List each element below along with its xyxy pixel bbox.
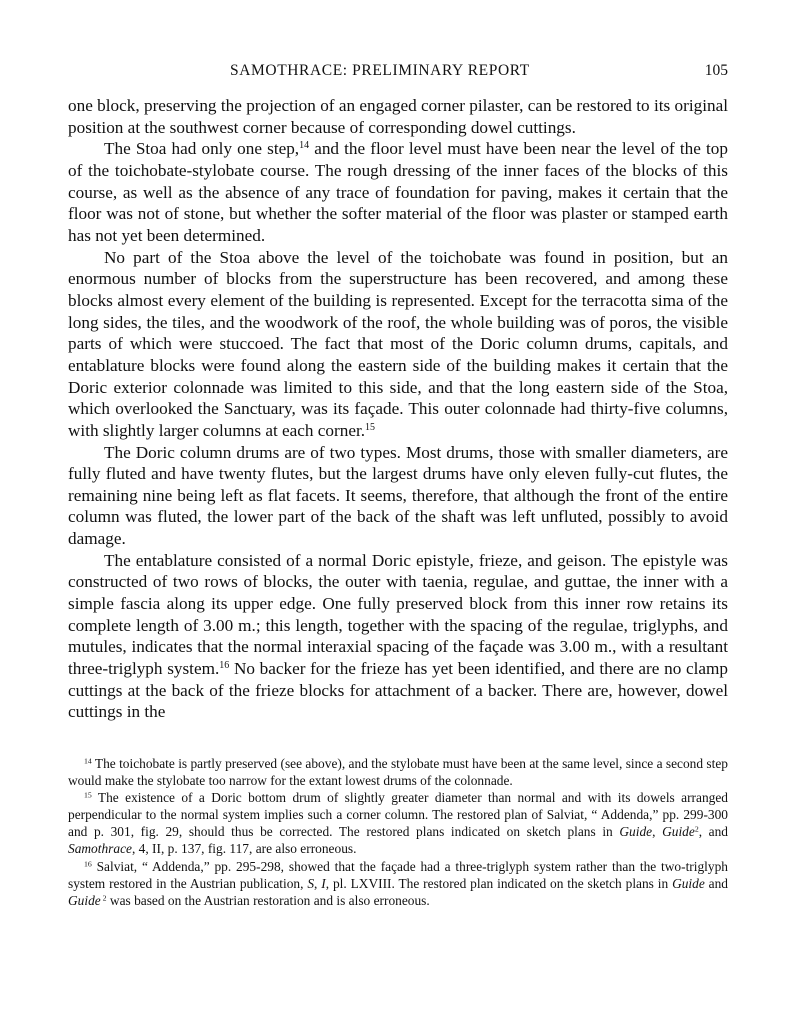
paragraph-3-text: No part of the Stoa above the level of the toichobate was found in position, but an enormous number of blocks from the superstructure has been recovered, and among these blocks almost every element of the building is represented. Except for the terracotta sima of the long sides, the tiles, and the woodwork of the roof, the whole building was of poros, the visible parts of which were stuccoed. The fact that most of the Doric column drums, capitals, and entablature blocks were found along the eastern side of the building makes it certain that the Doric exterior colonnade was limited to this side, and that the long eastern side of the Stoa, which overlooked the Sanctuary, was its façade. This outer colonnade had thirty-five columns, with slightly larger columns at each corner. <box>68 247 728 440</box>
footnote-15-guide: Guide <box>619 824 653 840</box>
footnote-16 <box>68 858 728 909</box>
footnote-16-i: I <box>321 875 326 891</box>
footnote-15-guide2-sup: 2 <box>694 824 699 834</box>
footnote-15-sep: , <box>652 824 663 840</box>
paragraph-5-text-a: The entablature consisted of a normal Doric epistyle, frieze, and geison. The epistyle was constructed of two rows of blocks, the outer with taenia, regulae, and guttae, the inner with a simple fascia along its upper edge. One fully preserved block from this inner row retains its complete length of 3.00 m.; this length, together with the spacing of the regulae, triglyphs, and mutules, indicates that the normal interaxial spacing of the façade was 3.00 m., with a resultant three-triglyph system. <box>68 550 728 679</box>
footnote-16-guide2: Guide <box>68 892 101 908</box>
footnote-16-text-c: was based on the Austrian restoration and is also erroneous. <box>106 892 430 908</box>
paragraph-5-text-b: No backer for the frieze has yet been identified, and there are no clamp cuttings at the back of the frieze blocks for attachment of a backer. There are, however, dowel cuttings in the <box>68 659 729 722</box>
footnote-15-and: , and <box>698 824 728 840</box>
footnote-16-guide2-sup: 2 <box>100 893 107 903</box>
footnote-15-text-b: , 4, II, p. 137, fig. 117, are also erroneous. <box>131 841 357 857</box>
footnote-ref-16[interactable]: 16 <box>219 660 230 672</box>
paragraph-1 <box>68 95 728 138</box>
footnote-16-comma: , <box>314 875 322 891</box>
paragraph-1-text: one block, preserving the projection of an engaged corner pilaster, can be restored to its original position at the southwest corner because of corresponding dowel cuttings. <box>68 96 728 137</box>
footnote-ref-14[interactable]: 14 <box>299 140 310 152</box>
footnote-14-number: 14 <box>84 756 92 766</box>
footnote-ref-15[interactable]: 15 <box>365 421 376 433</box>
footnote-15-number: 15 <box>84 790 92 800</box>
paragraph-2-text-b: and the floor level must have been near the level of the top of the toichobate-stylobate course. The rough dressing of the inner faces of the blocks of this course, as well as the absence of any trace of foundation for paving, makes it certain that the floor was not of stone, but whether the softer material of the floor was plaster or stamped earth has not yet been determined. <box>68 139 728 245</box>
footnote-15-text-a: The existence of a Doric bottom drum of slightly greater diameter than normal and with its dowels arranged perpendicular to the normal system implies such a corner column. The restored plan of Salviat, “ Addenda,” pp. 299-300 and p. 301, fig. 29, should thus be corrected. The restored plans indicated on sketch plans in <box>68 790 728 840</box>
paragraph-4-text: The Doric column drums are of two types. Most drums, those with smaller diameters, are fully fluted and have twenty flutes, but the largest drums have only eleven fully-cut flutes, the remaining nine being left as flat facets. It seems, therefore, that although the front of the entire column was fluted, the lower part of the back of the shaft was left unfluted, possibly to avoid damage. <box>68 442 728 549</box>
running-title: SAMOTHRACE: PRELIMINARY REPORT <box>230 62 530 79</box>
footnote-16-guide: Guide <box>672 875 705 891</box>
footnote-16-number: 16 <box>84 858 92 868</box>
footnotes <box>68 755 728 909</box>
footnote-14-text: The toichobate is partly preserved (see above), and the stylobate must have been at the same level, since a second step would make the stylobate too narrow for the extant lowest drums of the colonnade. <box>68 756 728 789</box>
body-text <box>68 95 728 723</box>
footnote-14 <box>68 755 728 789</box>
paragraph-2 <box>68 138 728 246</box>
running-header <box>68 62 728 84</box>
paragraph-5 <box>68 550 728 723</box>
footnote-15 <box>68 789 728 857</box>
footnote-15-samothrace: Samothrace <box>68 841 132 857</box>
page-number: 105 <box>704 62 728 79</box>
footnote-16-text-b: , pl. LXVIII. The restored plan indicated on the sketch plans in <box>325 875 673 891</box>
footnote-16-text-a: Salviat, “ Addenda,” pp. 295-298, showed that the façade had a three-triglyph system rather than the two-triglyph system restored in the Austrian publication, <box>68 858 728 891</box>
footnote-16-s: S <box>307 875 315 891</box>
paragraph-2-text-a: The Stoa had only one step, <box>104 139 300 159</box>
footnote-15-guide2: Guide <box>662 824 695 840</box>
paragraph-3 <box>68 247 728 442</box>
paragraph-4 <box>68 442 728 550</box>
footnote-16-and: and <box>704 875 729 891</box>
